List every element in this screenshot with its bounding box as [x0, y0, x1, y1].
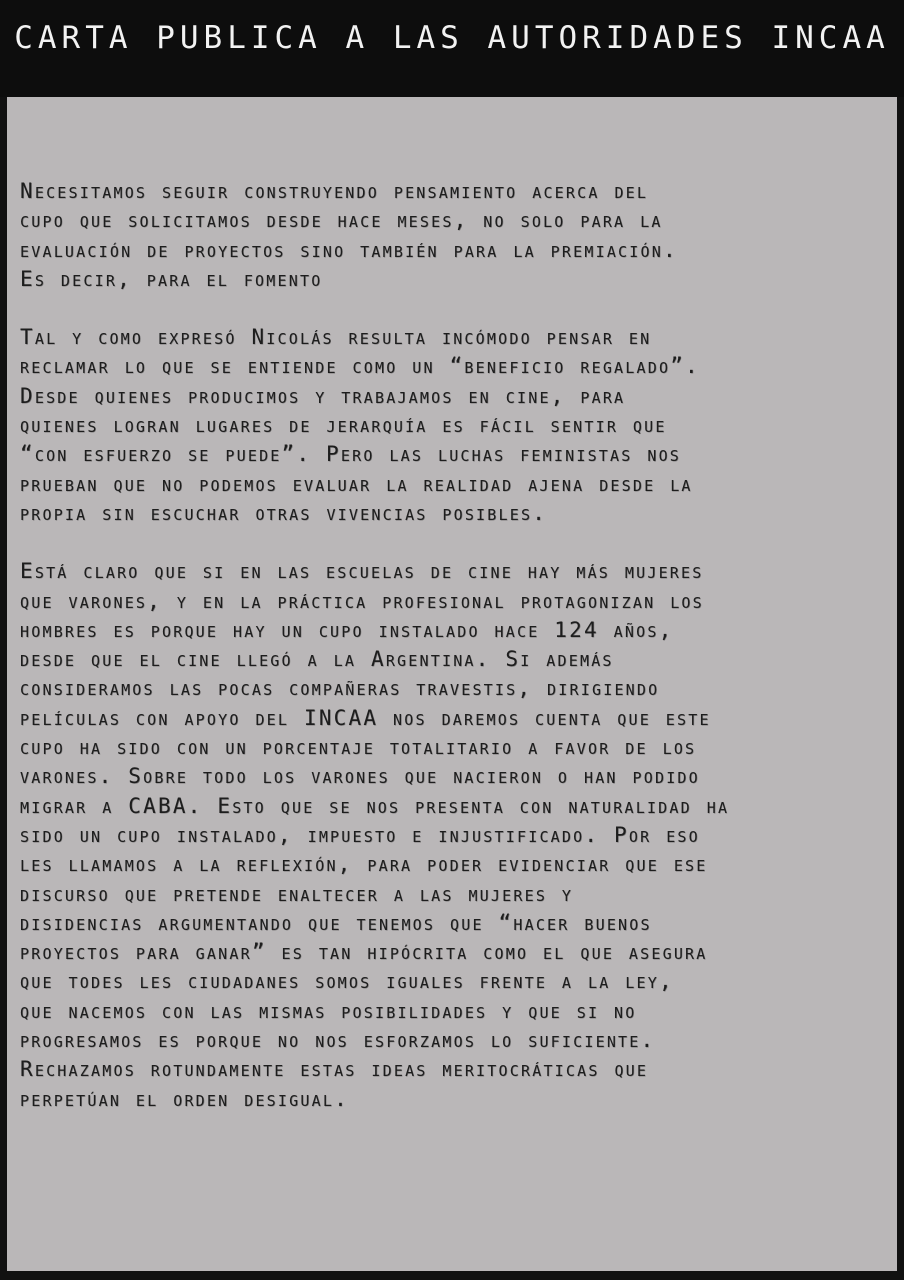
letter-paragraph-2: Tal y como expresó Nicolás resulta incómodo pensar en reclamar lo que se entiende como un “beneficio regalado”. Desde quienes producimos y trabajamos en cine, para quienes logran lugares de jerarquía es fácil sentir que “con esfuerzo se puede”. Pero las luchas feministas nos prueban que no podemos evaluar la realidad ajena desde la propia sin escuchar otras vivencias posibles. [20, 325, 700, 525]
header-bar [0, 0, 904, 97]
letter-body [20, 177, 888, 1143]
letter-paragraph-1: Necesitamos seguir construyendo pensamiento acerca del cupo que solicitamos desde hace meses, no solo para la evaluación de proyectos sino también para la premiación. Es decir, para el fomento [20, 179, 678, 291]
page-title: CARTA PUBLICA A LAS AUTORIDADES INCAA [14, 19, 890, 56]
letter-paragraph-3: Está claro que si en las escuelas de cine hay más mujeres que varones, y en la práctica profesional protagonizan los hombres es porque hay un cupo instalado hace 124 años, desde que el cine llegó a la Argentina. Si además consideramos las pocas compañeras travestis, dirigiendo películas con apoyo del INCAA nos daremos cuenta que este cupo ha sido con un porcentaje totalitario a favor de los varones. Sobre todo los varones que nacieron o han podido migrar a CABA. Esto que se nos presenta con naturalidad ha sido un cupo instalado, impuesto e injustificado. Por eso les llamamos a la reflexión, para poder evidenciar que ese discurso que pretende enaltecer a las mujeres y disidencias argumentando que tenemos que “hacer buenos proyectos para ganar” es tan hipócrita como el que asegura que todes les ciudadanes somos iguales frente a la ley, que nacemos con las mismas posibilidades y que si no progresamos es porque no nos esforzamos lo suficiente. Rechazamos rotundamente estas ideas meritocráticas que perpetúan el orden desigual. [20, 559, 730, 1111]
letter-panel [7, 97, 897, 1271]
